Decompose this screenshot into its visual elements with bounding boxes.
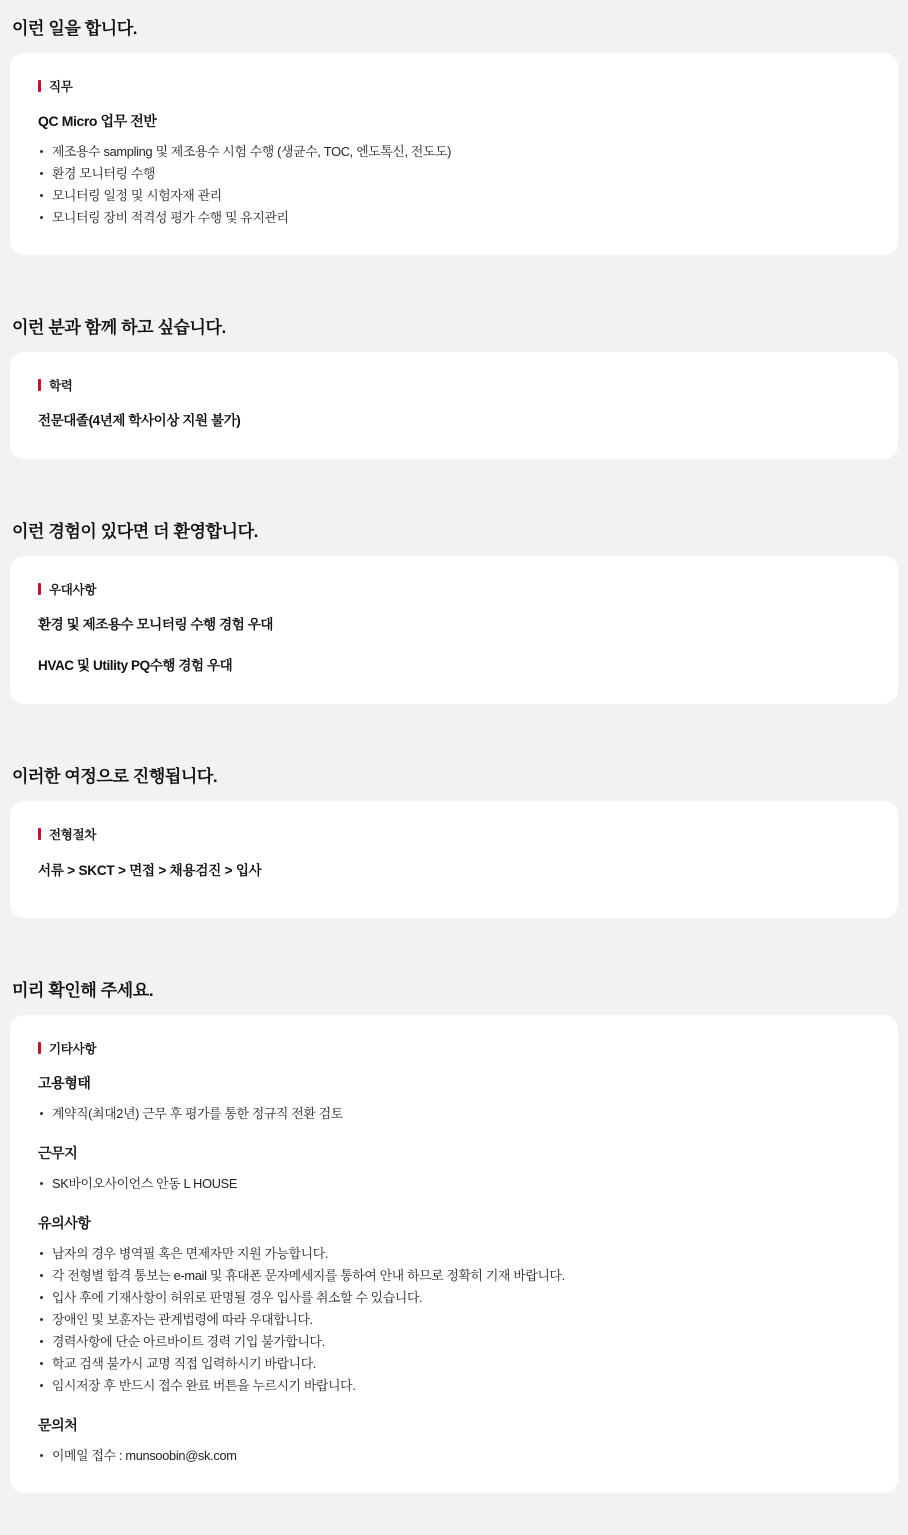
section-other-info [10,962,898,1493]
tag-row [38,825,870,843]
section-heading: 미리 확인해 주세요. [12,981,154,1001]
section-job-duties [10,0,898,255]
accent-bar-icon [38,1042,41,1054]
card-preferred [10,556,898,704]
lead-line: 환경 및 제조용수 모니터링 수행 경험 우대 [38,616,274,632]
bullet-list [38,1103,870,1125]
block-title: 고용형태 [38,1075,91,1092]
spacer [10,722,898,748]
block-title: 근무지 [38,1145,78,1162]
list-item: 학교 검색 불가시 교명 직접 입력하시기 바랍니다. [38,1353,870,1375]
accent-bar-icon [38,828,41,840]
tag-row [38,376,870,394]
section-preferred [10,503,898,704]
lead-line: 전문대졸(4년제 학사이상 지원 불가) [38,413,241,428]
bullet-list [38,141,870,229]
list-item: 각 전형별 합격 통보는 e-mail 및 휴대폰 문자메세지를 통하여 안내 하므로 정확히 기재 바랍니다. [38,1265,870,1287]
tag-row [38,1039,870,1057]
bullet-list [38,1173,870,1195]
card-other-info [10,1015,898,1493]
list-item: 남자의 경우 병역필 혹은 면제자만 지원 가능합니다. [38,1243,870,1265]
spacer [10,273,898,299]
card-education [10,352,898,459]
list-item: 임시저장 후 반드시 접수 완료 버튼을 누르시기 바랍니다. [38,1375,870,1397]
content-block-employment-type [38,1073,870,1125]
tag-label: 학력 [49,379,73,393]
list-item: 모니터링 장비 적격성 평가 수행 및 유지관리 [38,207,870,229]
block-title: QC Micro 업무 전반 [38,113,157,129]
process-steps: 서류 > SKCT > 면접 > 채용검진 > 입사 [38,862,262,878]
list-item: 환경 모니터링 수행 [38,163,870,185]
list-item: SK바이오사이언스 안동 L HOUSE [38,1173,870,1195]
accent-bar-icon [38,583,41,595]
list-item: 입사 후에 기재사항이 허위로 판명될 경우 입사를 취소할 수 있습니다. [38,1287,870,1309]
card-job-duties [10,53,898,255]
tag-row [38,77,870,95]
tag-row [38,580,870,598]
list-item: 경력사항에 단순 아르바이트 경력 기입 불가합니다. [38,1331,870,1353]
list-item: 계약직(최대2년) 근무 후 평가를 통한 정규직 전환 검토 [38,1103,870,1125]
content-block-notices [38,1213,870,1397]
spacer [10,477,898,503]
content-block-work-location [38,1143,870,1195]
section-heading: 이런 경험이 있다면 더 환영합니다. [12,521,258,541]
accent-bar-icon [38,379,41,391]
spacer [10,936,898,962]
tag-label: 기타사항 [49,1042,97,1057]
accent-bar-icon [38,80,41,92]
section-heading: 이런 일을 합니다. [12,19,138,38]
lead-line: HVAC 및 Utility PQ수행 경험 우대 [38,657,233,673]
bullet-list [38,1243,870,1397]
tag-label: 전형절차 [49,827,97,842]
bullet-list [38,1445,870,1467]
list-item: 제조용수 sampling 및 제조용수 시험 수행 (생균수, TOC, 엔도톡신, 전도도) [38,141,870,163]
content-block [38,111,870,229]
section-heading: 이러한 여정으로 진행됩니다. [12,766,218,786]
list-item-contact-email: 이메일 접수 : munsoobin@sk.com [38,1445,870,1467]
section-process [10,748,898,919]
list-item: 장애인 및 보훈자는 관계법령에 따라 우대합니다. [38,1309,870,1331]
block-title: 문의처 [38,1417,78,1434]
content-block-contact [38,1415,870,1467]
card-process [10,801,898,919]
block-title: 유의사항 [38,1215,91,1232]
tag-label: 직무 [49,80,73,94]
section-heading: 이런 분과 함께 하고 싶습니다. [12,318,226,337]
section-education [10,299,898,459]
list-item: 모니터링 일정 및 시험자재 관리 [38,185,870,207]
tag-label: 우대사항 [49,582,97,597]
